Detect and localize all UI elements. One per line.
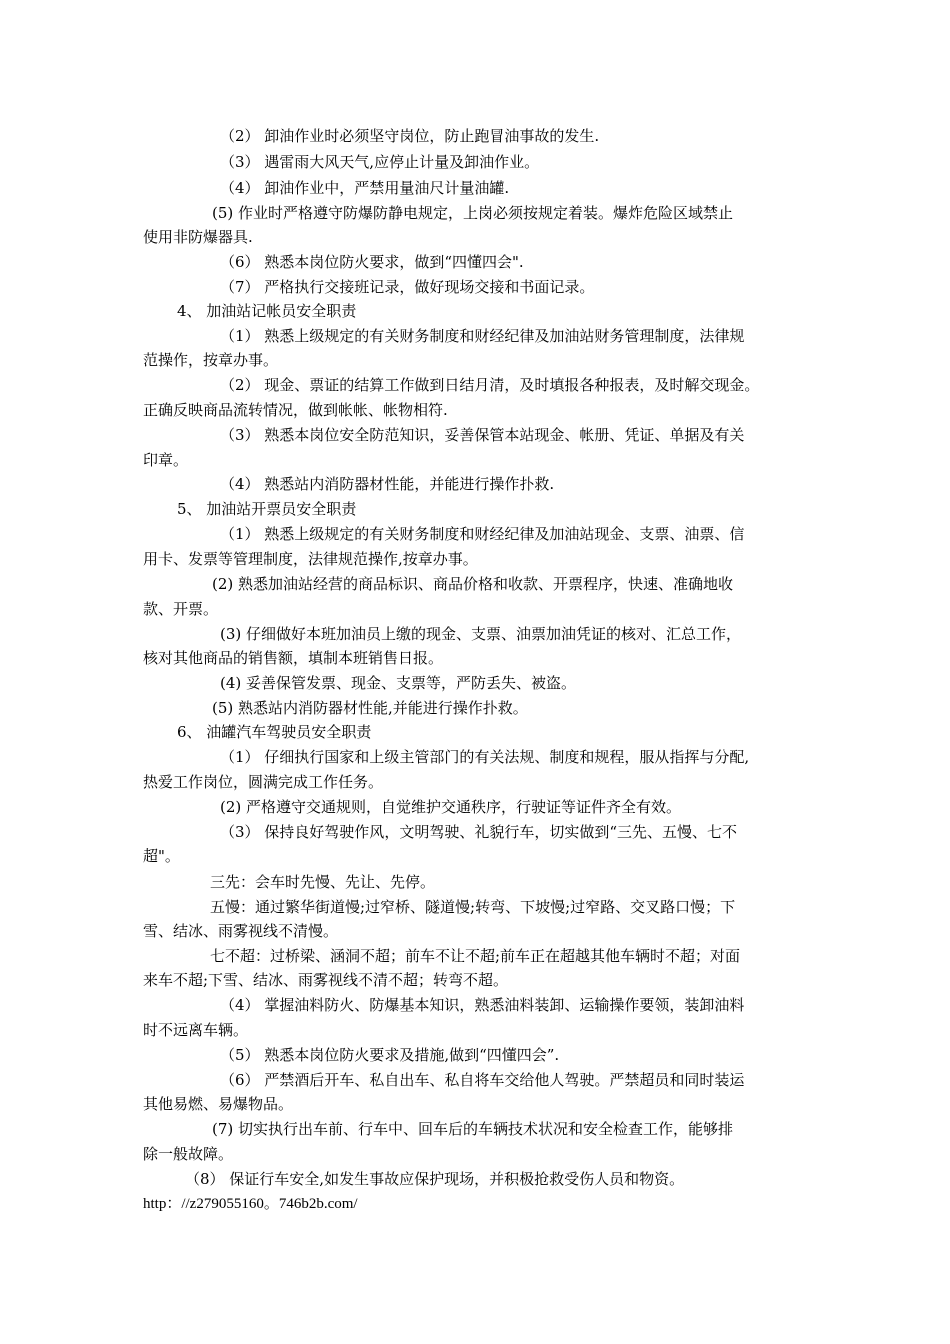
text-line: (3) 仔细做好本班加油员上缴的现金、支票、油票加油凭证的核对、汇总工作， bbox=[220, 625, 742, 643]
text-line: （3） 遇雷雨大风天气,应停止计量及卸油作业。 bbox=[220, 153, 540, 171]
text-line: (4) 妥善保管发票、现金、支票等，严防丢失、被盗。 bbox=[220, 674, 577, 692]
text-line: (7) 切实执行出车前、行车中、回车后的车辆技术状况和安全检查工作，能够排 bbox=[212, 1120, 734, 1138]
text-line: 印章。 bbox=[143, 451, 189, 469]
section-heading: 6、 油罐汽车驾驶员安全职责 bbox=[177, 723, 372, 741]
text-line: (2) 熟悉加油站经营的商品标识、商品价格和收款、开票程序，快速、准确地收 bbox=[212, 575, 734, 593]
text-line: (2) 严格遵守交通规则，自觉维护交通秩序，行驶证等证件齐全有效。 bbox=[220, 798, 682, 816]
text-line: 款、开票。 bbox=[143, 600, 219, 618]
text-line: 正确反映商品流转情况，做到帐帐、帐物相符. bbox=[143, 401, 448, 419]
text-line: 三先：会车时先慢、先让、先停。 bbox=[210, 873, 436, 891]
text-line: 除一般故障。 bbox=[143, 1145, 234, 1163]
text-line: 超"。 bbox=[143, 847, 180, 865]
text-line: 雪、结冰、雨雾视线不清慢。 bbox=[143, 922, 339, 940]
section-heading: 5、 加油站开票员安全职责 bbox=[177, 500, 357, 518]
text-line: （1） 熟悉上级规定的有关财务制度和财经纪律及加油站现金、支票、油票、信 bbox=[220, 525, 745, 543]
text-line: 来车不超;下雪、结冰、雨雾视线不清不超；转弯不超。 bbox=[143, 971, 509, 989]
text-line: （4） 熟悉站内消防器材性能，并能进行操作扑救. bbox=[220, 475, 555, 493]
text-line: （5） 熟悉本岗位防火要求及措施,做到“四懂四会”. bbox=[220, 1046, 560, 1064]
text-line: 七不超：过桥梁、涵洞不超；前车不让不超;前车正在超越其他车辆时不超；对面 bbox=[210, 947, 741, 965]
text-line: 用卡、发票等管理制度，法律规范操作,按章办事。 bbox=[143, 550, 478, 568]
footer-url[interactable]: http：//z279055160。746b2b.com/ bbox=[143, 1196, 358, 1212]
text-line: （8） 保证行车安全,如发生事故应保护现场，并积极抢救受伤人员和物资。 bbox=[185, 1170, 685, 1188]
text-line: （4） 掌握油料防火、防爆基本知识，熟悉油料装卸、运输操作要领，装卸油料 bbox=[220, 996, 745, 1014]
text-line: （2） 现金、票证的结算工作做到日结月清，及时填报各种报表，及时解交现金。 bbox=[220, 376, 760, 394]
text-line: 热爱工作岗位，圆满完成工作任务。 bbox=[143, 773, 384, 791]
text-line: 使用非防爆器具. bbox=[143, 228, 253, 246]
text-line: 范操作，按章办事。 bbox=[143, 351, 279, 369]
text-line: （3） 熟悉本岗位安全防范知识，妥善保管本站现金、帐册、凭证、单据及有关 bbox=[220, 426, 745, 444]
text-line: （2） 卸油作业时必须坚守岗位，防止跑冒油事故的发生. bbox=[220, 127, 600, 145]
text-line: （6） 严禁酒后开车、私自出车、私自将车交给他人驾驶。严禁超员和同时装运 bbox=[220, 1071, 745, 1089]
text-line: 其他易燃、易爆物品。 bbox=[143, 1095, 294, 1113]
text-line: （4） 卸油作业中，严禁用量油尺计量油罐. bbox=[220, 179, 510, 197]
text-line: （3） 保持良好驾驶作风，文明驾驶、礼貌行车，切实做到“三先、五慢、七不 bbox=[220, 823, 737, 841]
text-line: (5) 熟悉站内消防器材性能,并能进行操作扑救。 bbox=[212, 699, 528, 717]
text-line: （1） 仔细执行国家和上级主管部门的有关法规、制度和规程，服从指挥与分配, bbox=[220, 748, 750, 766]
text-line: (5) 作业时严格遵守防爆防静电规定，上岗必须按规定着装。爆炸危险区域禁止 bbox=[212, 204, 734, 222]
text-line: 核对其他商品的销售额，填制本班销售日报。 bbox=[143, 649, 444, 667]
text-line: （6） 熟悉本岗位防火要求，做到“四懂四会". bbox=[220, 253, 524, 271]
text-line: （1） 熟悉上级规定的有关财务制度和财经纪律及加油站财务管理制度，法律规 bbox=[220, 327, 745, 345]
text-line: 时不远离车辆。 bbox=[143, 1021, 249, 1039]
section-heading: 4、 加油站记帐员安全职责 bbox=[177, 302, 357, 320]
text-line: （7） 严格执行交接班记录，做好现场交接和书面记录。 bbox=[220, 278, 595, 296]
text-line: 五慢：通过繁华街道慢;过窄桥、隧道慢;转弯、下坡慢;过窄路、交叉路口慢；下 bbox=[210, 898, 736, 916]
